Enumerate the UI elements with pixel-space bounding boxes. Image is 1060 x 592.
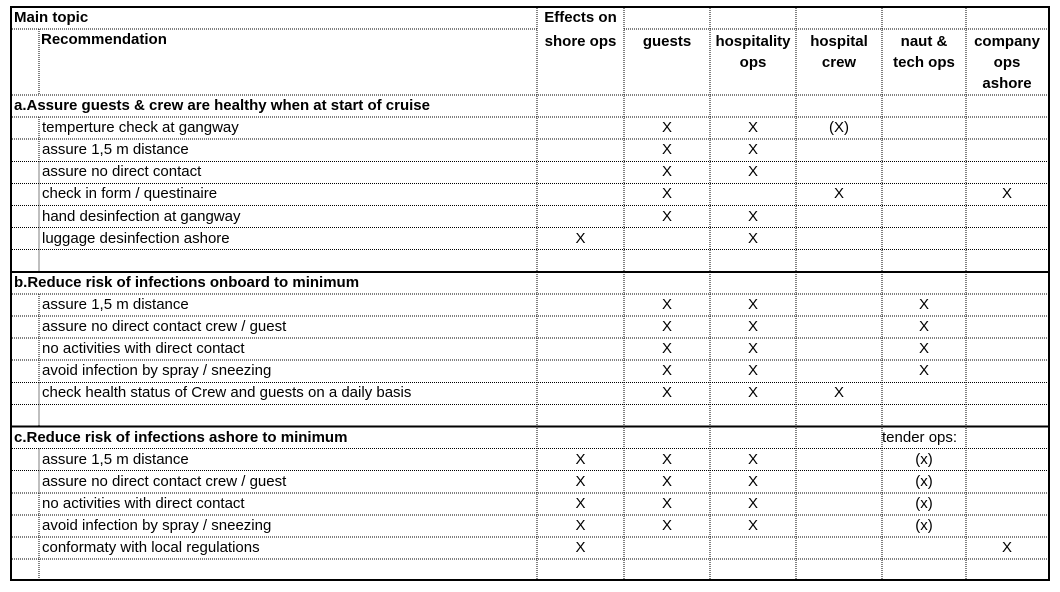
effect-mark-shore: X [575, 516, 586, 534]
recommendation-text: no activities with direct contact [42, 494, 245, 512]
effect-mark-shore: X [575, 450, 586, 468]
recommendation-text: no activities with direct contact [42, 340, 245, 358]
recommendation-text: assure 1,5 m distance [42, 141, 189, 159]
effect-mark-guests: X [661, 340, 672, 358]
effect-mark-hosp: X [747, 340, 758, 358]
effect-mark-hosp: X [747, 318, 758, 335]
effect-mark-shore: X [575, 472, 586, 490]
section-title: c.Reduce risk of infections ashore to minimum [14, 428, 348, 446]
column-header-line: guests [642, 33, 692, 50]
header-main-topic: Main topic [14, 9, 89, 26]
effect-mark-guests: X [661, 362, 672, 380]
effect-mark-hosp: X [747, 384, 758, 402]
effect-mark-comp: X [1001, 185, 1012, 203]
recommendation-text: luggage desinfection ashore [42, 229, 230, 247]
effect-mark-hosp: X [747, 163, 758, 181]
column-header-line: tech ops [893, 54, 955, 71]
spreadsheet-table [10, 6, 1050, 581]
effect-mark-naut: X [918, 295, 929, 313]
column-header-line: ashore [982, 75, 1032, 92]
recommendation-text: avoid infection by spray / sneezing [42, 362, 272, 380]
effect-mark-naut: (x) [915, 516, 933, 534]
effect-mark-hosp: X [747, 207, 758, 225]
column-header-shore-ops [537, 31, 624, 52]
effect-mark-hosp: X [747, 362, 758, 380]
effect-mark-naut: (x) [915, 450, 933, 468]
effect-mark-hosp: X [747, 494, 758, 512]
effect-mark-guests: X [661, 163, 672, 181]
effect-mark-shore: X [575, 494, 586, 512]
effect-mark-shore: X [575, 539, 586, 556]
recommendation-text: assure no direct contact crew / guest [42, 472, 287, 490]
column-header-naut-tech-ops [882, 31, 966, 73]
column-header-guests [624, 31, 710, 52]
recommendation-text: assure 1,5 m distance [42, 450, 189, 468]
effect-mark-hosp: X [747, 229, 758, 247]
column-header-line: hospital [810, 33, 868, 50]
column-header-hospitality-ops [710, 31, 796, 73]
column-header-line: naut & [900, 33, 948, 50]
table-gridlines [12, 8, 1048, 579]
effect-mark-hosp: X [747, 295, 758, 313]
effect-mark-hosp: X [747, 472, 758, 490]
effect-mark-guests: X [661, 295, 672, 313]
recommendation-text: assure no direct contact [42, 163, 202, 181]
section-note: tender ops: [882, 428, 958, 446]
effect-mark-guests: X [661, 207, 672, 225]
effect-mark-hcrew: (X) [829, 119, 849, 137]
effect-mark-guests: X [661, 516, 672, 534]
effect-mark-hcrew: X [833, 384, 844, 402]
effect-mark-shore: X [575, 229, 586, 247]
effect-mark-naut: X [918, 340, 929, 358]
section-title: b.Reduce risk of infections onboard to minimum [14, 273, 360, 291]
recommendation-text: assure 1,5 m distance [42, 295, 189, 313]
column-header-line: company [974, 33, 1040, 50]
effect-mark-guests: X [661, 472, 672, 490]
effect-mark-hosp: X [747, 516, 758, 534]
effect-mark-guests: X [661, 494, 672, 512]
column-header-line: hospitality [715, 33, 791, 50]
column-header-line: ops [739, 54, 767, 71]
recommendation-text: hand desinfection at gangway [42, 207, 241, 225]
effect-mark-hcrew: X [833, 185, 844, 203]
effect-mark-guests: X [661, 384, 672, 402]
effect-mark-naut: (x) [915, 494, 933, 512]
effect-mark-naut: (x) [915, 472, 933, 490]
effect-mark-hosp: X [747, 450, 758, 468]
recommendation-text: avoid infection by spray / sneezing [42, 516, 272, 534]
effect-mark-guests: X [661, 450, 672, 468]
header-effects-on: Effects on [544, 9, 617, 26]
effect-mark-guests: X [661, 185, 672, 203]
section-title: a.Assure guests & crew are healthy when at start of cruise [14, 97, 430, 114]
column-header-line: ops [993, 54, 1021, 71]
column-header-company-ops-ashore [966, 31, 1048, 94]
recommendation-text: assure no direct contact crew / guest [42, 318, 287, 335]
recommendation-text: conformaty with local regulations [42, 539, 260, 556]
header-recommendation: Recommendation [41, 31, 167, 48]
effect-mark-guests: X [661, 318, 672, 335]
effect-mark-naut: X [918, 362, 929, 380]
column-header-hospital-crew [796, 31, 882, 73]
recommendation-text: temperture check at gangway [42, 119, 239, 137]
recommendation-text: check in form / questinaire [42, 185, 218, 203]
column-header-line: shore ops [544, 33, 617, 50]
effect-mark-guests: X [661, 119, 672, 137]
effect-mark-hosp: X [747, 119, 758, 137]
effect-mark-guests: X [661, 141, 672, 159]
effect-mark-naut: X [918, 318, 929, 335]
recommendation-text: check health status of Crew and guests on a daily basis [42, 384, 412, 402]
effect-mark-comp: X [1001, 539, 1012, 556]
column-header-line: crew [821, 54, 857, 71]
effect-mark-hosp: X [747, 141, 758, 159]
